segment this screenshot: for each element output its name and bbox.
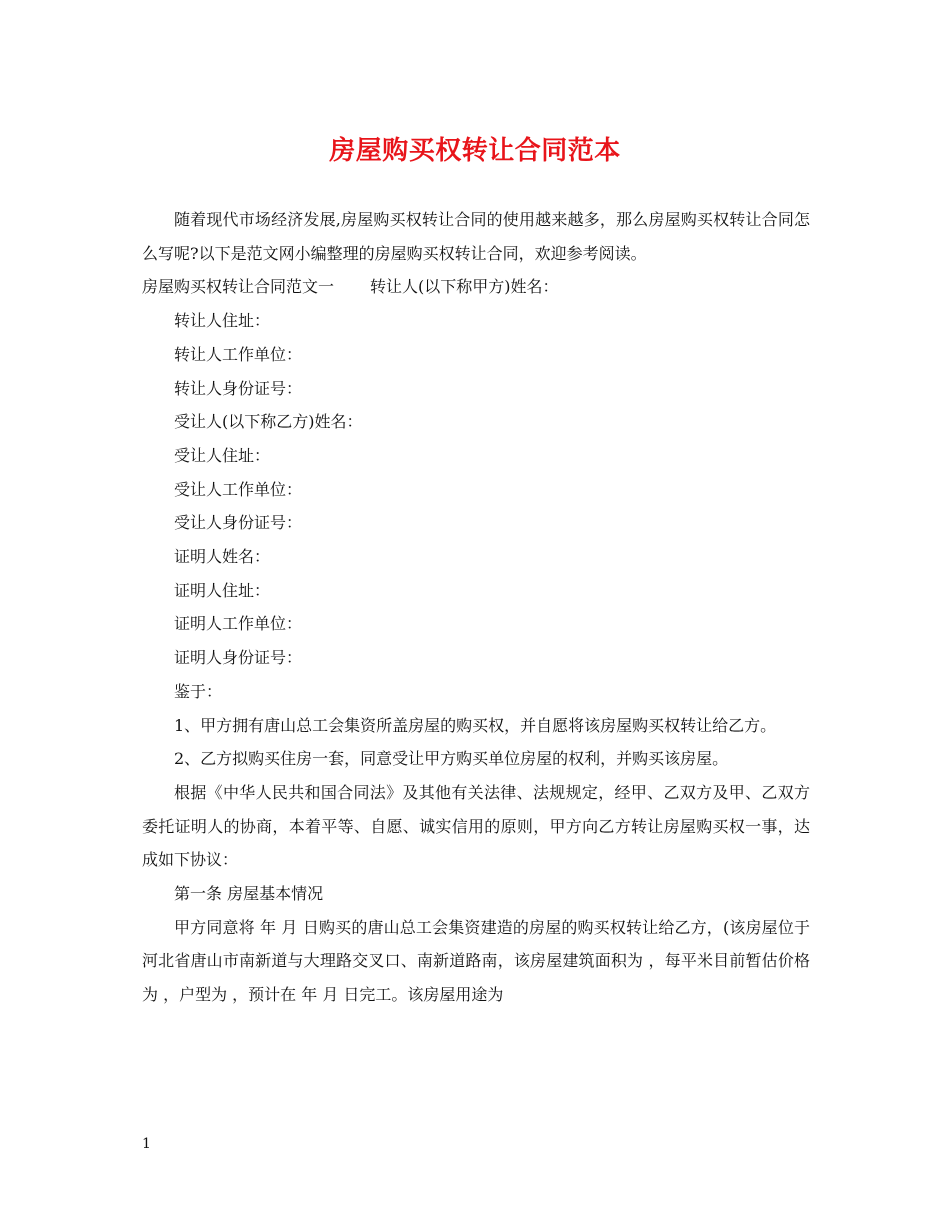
- page-number: 1: [142, 1136, 151, 1152]
- transferee-employer-field: 受让人工作单位：: [174, 479, 303, 499]
- witness-id-field: 证明人身份证号：: [174, 648, 303, 668]
- transferor-address-field: 转让人住址：: [174, 311, 271, 331]
- document-body: [142, 203, 810, 1012]
- article-1-text: 甲方同意将 年 月 日购买的唐山总工会集资建造的房屋的购买权转让给乙方，(该房屋位于河北省唐山市南新道与大理路交叉口、南新道路南，该房屋建筑面积为 ，每平米目前暂估价格为 ，户型为 ，预计在 年 月 日完工。该房屋用途为: [142, 917, 810, 1005]
- clause-1: 1、甲方拥有唐山总工会集资所盖房屋的购买权，并自愿将该房屋购买权转让给乙方。: [174, 715, 777, 735]
- sample-heading-row: [142, 270, 810, 304]
- clause-2: 2、乙方拟购买住房一套，同意受让甲方购买单位房屋的权利，并购买该房屋。: [174, 749, 729, 769]
- transferee-address-field: 受让人住址：: [174, 445, 271, 465]
- witness-employer-field: 证明人工作单位：: [174, 614, 303, 634]
- intro-paragraph: 随着现代市场经济发展,房屋购买权转让合同的使用越来越多，那么房屋购买权转让合同怎么写呢?以下是范文网小编整理的房屋购买权转让合同，欢迎参考阅读。: [142, 210, 810, 263]
- transferor-employer-field: 转让人工作单位：: [174, 344, 303, 364]
- witness-name-field: 证明人姓名：: [174, 547, 271, 567]
- article-1-title: 第一条 房屋基本情况: [174, 884, 324, 904]
- witness-address-field: 证明人住址：: [174, 580, 271, 600]
- transferee-name-field: 受让人(以下称乙方)姓名：: [174, 412, 363, 432]
- transferor-name-field: 转让人(以下称甲方)姓名：: [370, 277, 559, 297]
- whereas-label: 鉴于：: [174, 681, 223, 701]
- basis-paragraph: 根据《中华人民共和国合同法》及其他有关法律、法规规定，经甲、乙双方及甲、乙双方委托证明人的协商，本着平等、自愿、诚实信用的原则，甲方向乙方转让房屋购买权一事，达成如下协议：: [142, 782, 810, 870]
- transferor-id-field: 转让人身份证号：: [174, 378, 303, 398]
- document-title: 房屋购买权转让合同范本: [329, 136, 621, 166]
- sample-heading: 房屋购买权转让合同范文一: [142, 277, 335, 297]
- transferee-id-field: 受让人身份证号：: [174, 513, 303, 533]
